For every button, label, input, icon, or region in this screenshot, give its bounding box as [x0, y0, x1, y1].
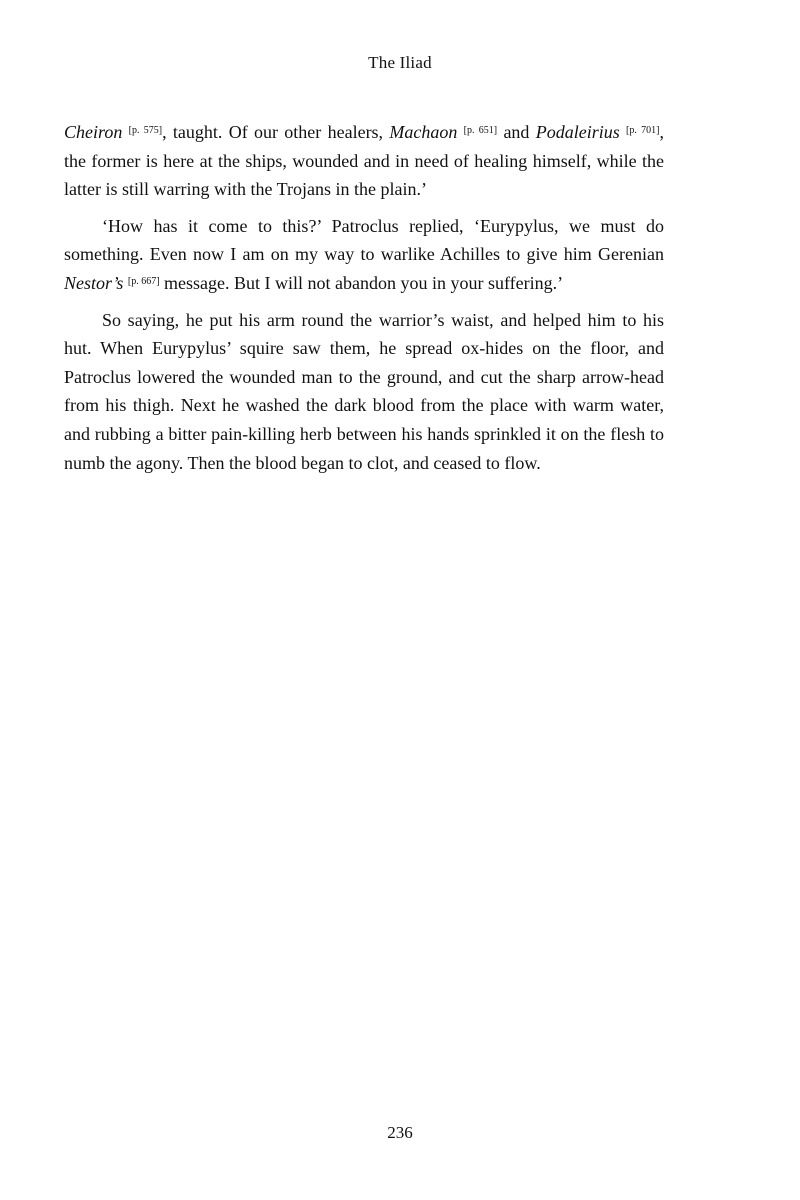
page-ref-link[interactable]: [p. 575]: [128, 125, 163, 136]
name-machaon: Machaon: [389, 122, 458, 142]
paragraph-text: ‘How has it come to this?’ Patroclus replied, ‘Eurypylus, we must do something. Even now I am on my way to warlike Achilles to give him Gerenian: [64, 215, 664, 265]
paragraph-1: [64, 118, 664, 204]
paragraph-text: message. But I will not abandon you in your suffering.’: [159, 272, 564, 293]
body-text: [64, 118, 664, 485]
paragraph-text: , the former is here at the ships, wounded and in need of healing himself, while the latter is still warring with the Trojans in the plain.’: [64, 122, 665, 200]
page-ref-link[interactable]: [p. 651]: [463, 125, 498, 136]
page-ref-link[interactable]: [p. 667]: [127, 275, 160, 287]
paragraph-3: So saying, he put his arm round the warrior’s waist, and helped him to his hut. When Eurypylus’ squire saw them, he spread ox-hides on the floor, and Patroclus lowered the wounded man to the ground, and cut the sharp arrow-head from his thigh. Next he washed the dark blood from the place with warm water, and rubbing a bitter pain-killing herb between his hands sprinkled it on the flesh to numb the agony. Then the blood began to clot, and ceased to flow.: [64, 309, 664, 473]
page-ref-link[interactable]: [p. 701]: [626, 125, 660, 136]
name-podaleirius: Podaleirius: [535, 122, 620, 142]
paragraph-text: , taught. Of our other healers,: [162, 122, 390, 142]
running-title: The Iliad: [368, 53, 432, 72]
name-cheiron: Cheiron: [64, 122, 123, 142]
name-nestor: Nestor’s: [64, 272, 124, 293]
paragraph-2: [64, 212, 664, 298]
page-number: 236: [387, 1123, 413, 1142]
paragraph-text: and: [497, 122, 536, 142]
